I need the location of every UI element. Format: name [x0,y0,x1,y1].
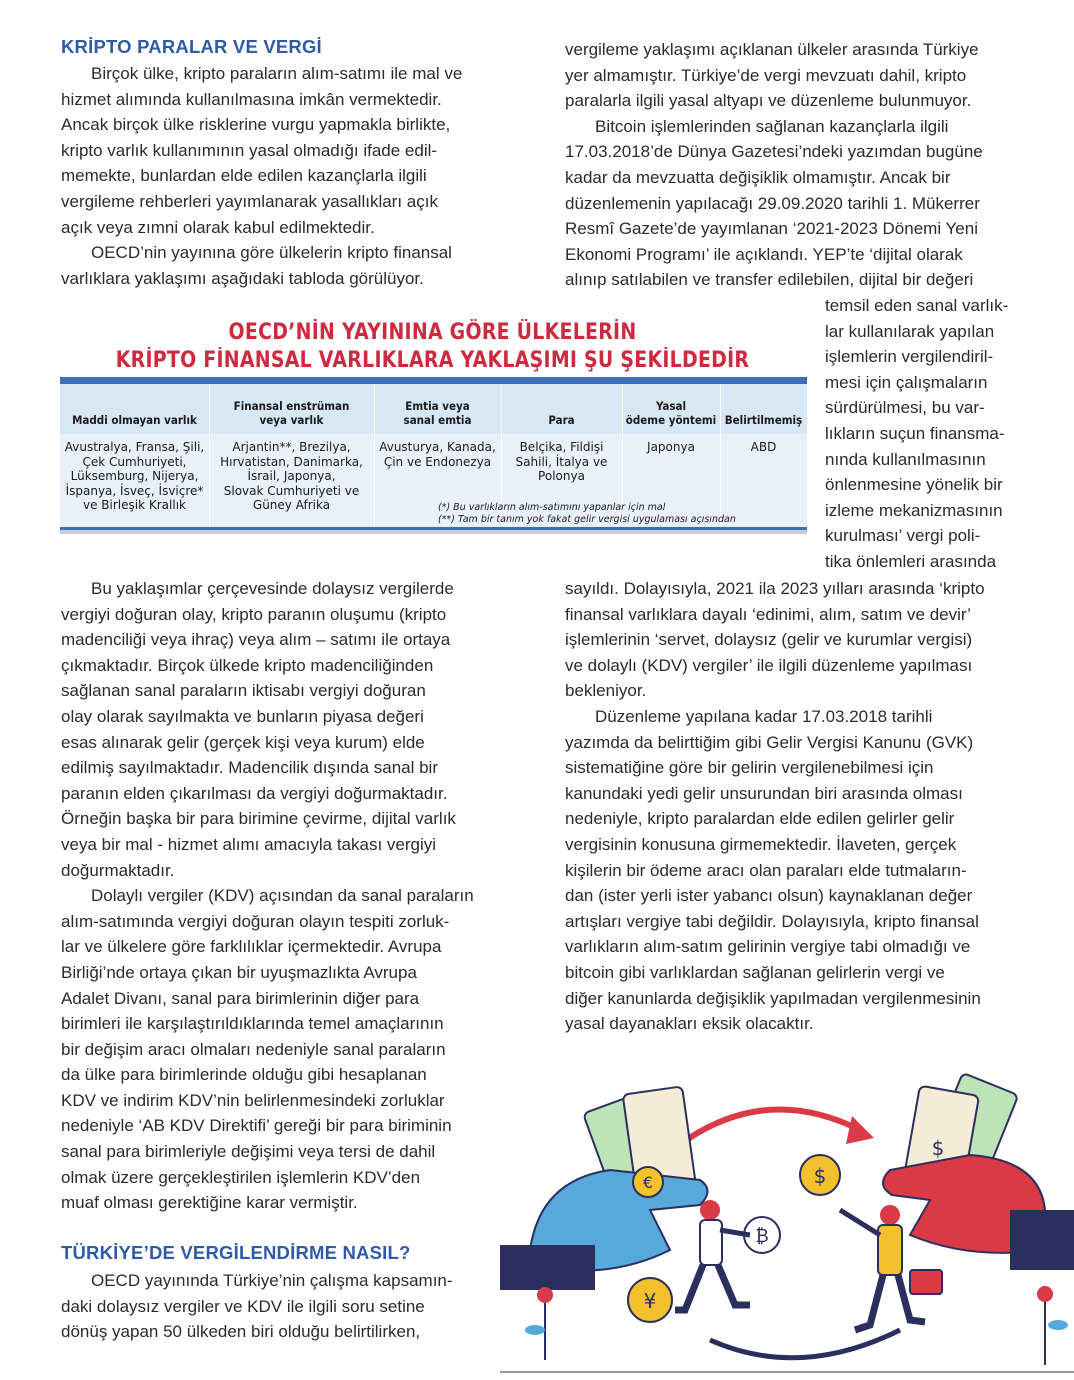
table-shadow [60,530,807,534]
cell-text: Japonya [647,440,695,454]
text-line: sanal para birimleriyle değişimi veya tersi de dahil [61,1142,436,1162]
text-line: ve dolaylı (KDV) vergiler’ ile ilgili düzenleme yapılması [565,655,973,675]
table-top-bar [60,377,807,384]
table-cell-commodity [374,440,501,469]
text-line: alınıp satılabilen ve transfer edilebilen, dijital bir değeri [565,270,974,290]
paragraph-turkey [61,1268,496,1345]
cell-text: Slovak Cumhuriyeti ve [223,483,360,498]
text-line: edilmiş sayılmaktadır. Madencilik dışında sanal bir [61,758,438,778]
text-line: sağlanan sanal paraların iktisabı vergiyi doğuran [61,681,426,701]
text-line: Bu yaklaşımlar çerçevesinde dolaysız vergilerde [91,579,454,598]
header-text: Finansal enstrüman [233,399,350,413]
text-line: doğurmaktadır. [61,860,175,880]
cell-text: Çek Cumhuriyeti, [82,454,187,469]
text-line: varlıklara yaklaşımı aşağıdaki tabloda görülüyor. [61,268,424,288]
cell-text: Sahili, İtalya ve [515,454,608,469]
text-line: madenciliği veya ihraç) veya alım – satımı ile ortaya [61,630,451,650]
text-line: artışları vergiye tabi değildir. Dolayısıyla, kripto finansal [565,911,979,931]
text-line: Adalet Divanı, sanal para birimlerinin diğer para [61,988,420,1008]
arrow-head-icon [846,1116,874,1144]
header-text: Para [548,413,575,427]
table-header-commodity [374,399,501,427]
text-line: işlemlerin vergilendiril- [825,347,994,367]
text-line: daki dolaysız vergiler ve KDV ile ilgili soru setine [61,1296,425,1316]
text-line: yazımda da belirttiğim gibi Gelir Vergisi Kanunu (GVK) [565,732,974,752]
text-line: yer almamıştır. Türkiye’de vergi mevzuatı dahil, kripto [565,65,967,85]
cell-text: ABD [750,440,777,454]
cell-text: Lüksemburg, Nijerya, [70,469,199,483]
text-line: açık veya zımni olarak kabul edilmektedir. [61,217,375,237]
table-cell-legal-tender [622,440,720,455]
cell-text: Belçika, Fildişi [519,440,604,454]
section-heading-turkey-taxation: TÜRKİYE’DE VERGİLENDİRME NASIL? [61,1242,411,1263]
text-line: Bitcoin işlemlerinden sağlanan kazançlarla ilgili [595,116,949,136]
header-text: Emtia veya [405,399,470,413]
table-header-intangible-asset [60,413,209,427]
header-text: veya varlık [259,413,324,427]
briefcase-icon [910,1270,942,1294]
text-line: yasal dayanakları eksik olacaktır. [565,1014,814,1034]
text-line: muaf olması gerektiğine karar vermiştir. [61,1193,358,1213]
table-footnote-2: (**) Tam bir tanım yok fakat gelir vergisi uygulaması açısından [438,514,736,525]
plant-right-icon [1037,1286,1068,1365]
text-line: tika önlemleri arasında [825,551,997,571]
text-line: önlenmesine yönelik bir [825,475,1003,495]
text-line: olmak üzere gerçekleştirilen işlemlerin KDV’den [61,1167,421,1187]
text-line: memekte, bunlardan elde edilen kazançlarla ilgili [61,166,427,186]
header-text: ödeme yöntemi [625,413,717,427]
person-left-icon [675,1200,750,1310]
text-line: lar ve ülkelere göre farklılıklar içermektedir. Avrupa [61,937,442,957]
paragraph-yep-narrow [825,293,1028,575]
text-line: kurulması’ vergi poli- [825,526,981,546]
cell-text: Avustralya, Fransa, Şili, [64,440,205,454]
text-line: 17.03.2018’de Dünya Gazetesi’ndeki yazımdan bugüne [565,142,983,162]
text-line: Ancak birçok ülke risklerine vurgu yapmakla birlikte, [61,115,451,135]
text-line: da ülke para birimlerinde olduğu gibi hesaplanan [61,1065,427,1085]
text-line: çıkmaktadır. Birçok ülkede kripto madenciliğinden [61,655,434,675]
text-line: Birçok ülke, kripto paraların alım-satımı ile mal ve [91,64,463,83]
section-heading-crypto-tax: KRİPTO PARALAR VE VERGİ [61,36,322,57]
header-text: sanal emtia [403,413,472,427]
bitcoin-symbol: ₿ [755,1226,769,1247]
header-text: Maddi olmayan varlık [72,413,197,427]
yen-coin-icon [628,1278,672,1322]
text-line: nedeniyle ‘AB KDV Direktifi’ gereği bir para biriminin [61,1116,452,1136]
text-line: temsil eden sanal varlık- [825,296,1009,315]
text-line: dönüş yapan 50 ülkeden biri olduğu belirtilirken, [61,1322,421,1342]
text-line: dan (ister yerli ister yabancı olsun) kaynaklanan değer [565,886,973,906]
table-title-line-1: OECD’NİN YAYININA GÖRE ÜLKELERİN [228,320,637,345]
header-text: Yasal [655,399,687,413]
table-cell-intangible-asset [60,440,209,513]
text-line: vergiyi doğuran olay, kripto paranın oluşumu (kripto [61,604,447,624]
column-divider [720,384,721,527]
paragraph-turkey-cont [565,37,1028,293]
red-hand-with-bills-icon [883,1073,1074,1270]
text-line: mesi için çalışmaların [825,372,988,392]
text-line: vergileme rehberleri yayımlanarak yasallıkları açık [61,191,438,211]
text-line: bir değişim aracı olmaları nedeniyle sanal paraların [61,1039,446,1059]
table-title-line-2: KRİPTO FİNANSAL VARLIKLARA YAKLAŞIMI ŞU ŞEKİLDEDİR [115,348,750,373]
text-line: hizmet alımında kullanılmasına imkân vermektedir. [61,89,442,109]
paragraph-direct-taxes [61,576,496,1216]
text-line: Düzenleme yapılana kadar 17.03.2018 tarihli [595,706,933,726]
text-line: paranın elden çıkarılması da vergiyi doğurmaktadır. [61,783,448,803]
cell-text: Arjantin**, Brezilya, [232,440,351,454]
cell-text: ve Birleşik Krallık [83,498,186,512]
text-line: esas alınarak gelir (gerçek kişi veya kurum) elde [61,732,425,752]
table-cell-currency [501,440,622,484]
text-line: sistematiğine göre bir gelirin vergilenebilmesi için [565,758,934,778]
table-cell-unspecified [720,440,807,455]
table-header-legal-tender [622,399,720,427]
arrow-bottom-icon [710,1330,900,1358]
cell-text: Hırvatistan, Danimarka, [220,454,363,469]
text-line: nında kullanılmasının [825,449,986,469]
text-line: kadar da mevzuatta değişiklik olmamıştır. Ancak bir [565,167,951,187]
cell-text: Çin ve Endonezya [383,454,492,469]
paragraph-yep-cont [565,576,1028,1037]
cell-text: Güney Afrika [252,498,331,512]
text-line: Birliği’nde ortaya çıkan bir uyuşmazlıkta Avrupa [61,962,417,982]
text-line: kanundaki yedi gelir unsurundan biri arasında olması [565,783,963,803]
text-line: vergisinin konusuna girmemektedir. İlaveten, gerçek [565,834,957,854]
plant-left-icon [525,1287,553,1360]
text-line: Örneğin başka bir para birimine çevirme, dijital varlık [61,809,456,829]
dollar-bill-symbol: $ [931,1136,945,1160]
cell-text: Avusturya, Kanada, [379,440,496,454]
text-line: diğer kanunlarda değişiklik yapılmadan vergilenmesinin [565,988,981,1008]
text-line: nedeniyle, kripto paralardan elde edilen gelirler gelir [565,809,955,829]
text-line: kripto varlık kullanımının yasal olmadığı ifade edil- [61,140,438,160]
text-line: Ekonomi Programı’ ile açıklandı. YEP’te ‘dijital olarak [565,244,963,264]
dollar-coin-symbol: $ [813,1164,827,1188]
dollar-coin-icon [800,1155,840,1195]
text-line: finansal varlıklara dayalı ‘edinimi, alım, satım ve devir’ [565,604,971,624]
text-line: olay olarak sayılmakta ve bunların piyasa değeri [61,706,424,726]
text-line: OECD yayınında Türkiye’nin çalışma kapsamın- [91,1271,453,1290]
cell-text: İspanya, İsveç, İsviçre* [65,483,204,498]
yen-symbol: ¥ [643,1289,657,1313]
text-line: sürdürülmesi, bu var- [825,398,985,418]
cell-text: Polonya [538,469,585,483]
text-line: izleme mekanizmasının [825,500,1003,520]
header-text: Belirtilmemiş [724,413,803,427]
text-line: bekleniyor. [565,681,647,701]
text-line: düzenlemenin yapılacağı 29.09.2020 tarihli 1. Mükerrer [565,193,980,213]
text-line: kişilerin bir ödeme aracı olan paraları elde tutmaların- [565,860,967,880]
table-cell-financial-instrument [209,440,374,513]
text-line: lıkların suçun finansma- [825,423,1005,443]
text-line: vergileme yaklaşımı açıklanan ülkeler arasında Türkiye [565,40,979,59]
table-header-unspecified [720,413,807,427]
text-line: Resmî Gazete’de yayımlanan ‘2021-2023 Dönemi Yeni [565,219,978,239]
text-line: veya bir mal - hizmet alımı amacıyla takası vergiyi [61,834,437,854]
table-header-financial-instrument [209,399,374,427]
text-line: Dolaylı vergiler (KDV) açısından da sanal paraların [91,886,474,906]
blue-hand-with-bills-icon [500,1086,708,1290]
table-footnote-1: (*) Bu varlıkların alım-satımını yapanlar için mal [438,502,666,513]
text-line: varlıkların alım-satım gelirinin vergiye tabi olmadığı ve [565,937,971,957]
text-line: işlemlerinin ‘servet, dolaysız (gelir ve kurumlar vergisi) [565,630,973,650]
crypto-exchange-illustration [500,1060,1074,1380]
text-line: alım-satımında vergiyi doğuran olayın tespiti zorluk- [61,911,450,931]
text-line: bitcoin gibi varlıklardan sağlanan gelirlerin vergi ve [565,962,945,982]
text-line: paralarla ilgili yasal altyapı ve düzenleme bulunmuyor. [565,91,972,111]
text-line: sayıldı. Dolayısıyla, 2021 ila 2023 yılları arasında ‘kripto [565,579,985,598]
text-line: lar kullanılarak yapılan [825,321,995,341]
cell-text: İsrail, Japonya, [247,469,336,483]
table-header-currency [501,413,622,427]
text-line: birimleri ile karşılaştırıldıklarında temel amaçlarının [61,1014,444,1034]
paragraph-intro [61,61,496,291]
arrow-top-icon [670,1110,860,1152]
text-line: KDV ve indirim KDV’nin belirlenmesindeki zorluklar [61,1090,445,1110]
text-line: OECD’nin yayınına göre ülkelerin kripto finansal [91,243,452,263]
euro-symbol: € [642,1173,654,1192]
oecd-approach-table [60,377,807,539]
